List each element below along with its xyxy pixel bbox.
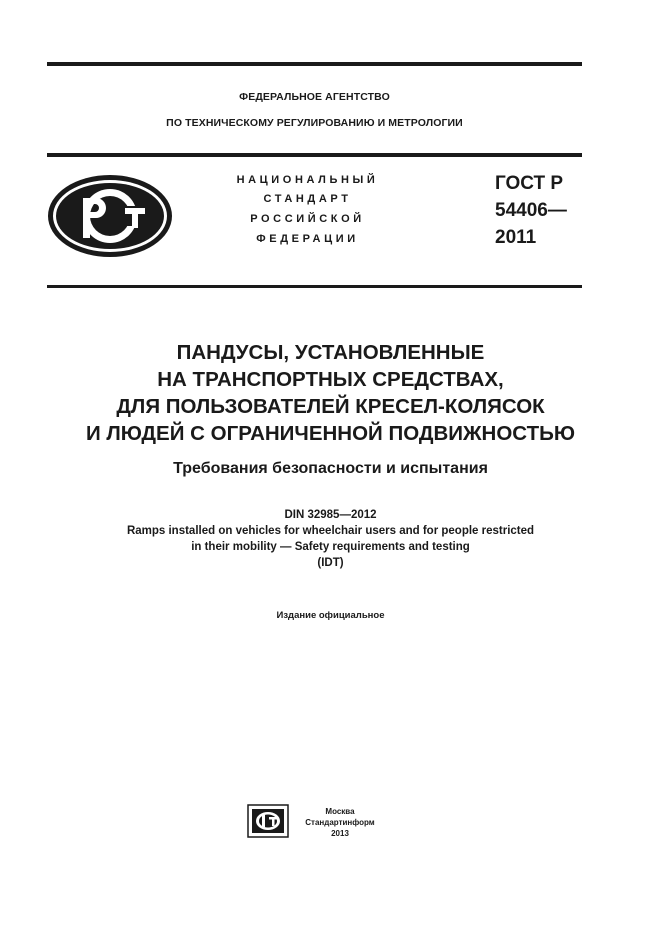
top-rule (47, 62, 582, 66)
designation-line-2: 54406— (495, 200, 567, 221)
standard-type-line-1: НАЦИОНАЛЬНЫЙ (236, 174, 379, 186)
standard-type-line-4: ФЕДЕРАЦИИ (256, 233, 359, 245)
title-line-3: ДЛЯ ПОЛЬЗОВАТЕЛЕЙ КРЕСЕЛ-КОЛЯСОК (116, 395, 545, 418)
designation-line-1: ГОСТ Р (495, 173, 564, 194)
subtitle: Требования безопасности и испытания (173, 460, 488, 477)
standard-type-line-3: РОССИЙСКОЙ (250, 213, 365, 225)
agency-line-2: ПО ТЕХНИЧЕСКОМУ РЕГУЛИРОВАНИЮ И МЕТРОЛОГИИ (166, 117, 463, 129)
publisher-city: Москва (325, 807, 355, 816)
designation-rule (47, 285, 582, 288)
agency-line-1: ФЕДЕРАЛЬНОЕ АГЕНТСТВО (239, 91, 390, 103)
international-title-line-1: Ramps installed on vehicles for wheelchair users and for people restricted (126, 525, 535, 537)
edition-label: Издание официальное (276, 610, 385, 621)
rst-logo-icon (45, 172, 175, 265)
publisher-year: 2013 (331, 829, 349, 838)
international-equivalence: (IDT) (317, 557, 344, 569)
title-line-4: И ЛЮДЕЙ С ОГРАНИЧЕННОЙ ПОДВИЖНОСТЬЮ (85, 422, 576, 445)
header-rule (47, 153, 582, 157)
publisher-block (292, 806, 388, 839)
international-title-line-2: in their mobility — Safety requirements and testing (191, 541, 470, 553)
designation-line-3: 2011 (495, 227, 537, 248)
title-line-2: НА ТРАНСПОРТНЫХ СРЕДСТВАХ, (157, 368, 504, 391)
standard-type-line-2: СТАНДАРТ (263, 193, 352, 205)
publisher-name: Стандартинформ (305, 818, 375, 827)
international-code: DIN 32985—2012 (284, 509, 377, 521)
title-line-1: ПАНДУСЫ, УСТАНОВЛЕННЫЕ (176, 341, 485, 364)
standartinform-logo-icon (247, 804, 289, 843)
